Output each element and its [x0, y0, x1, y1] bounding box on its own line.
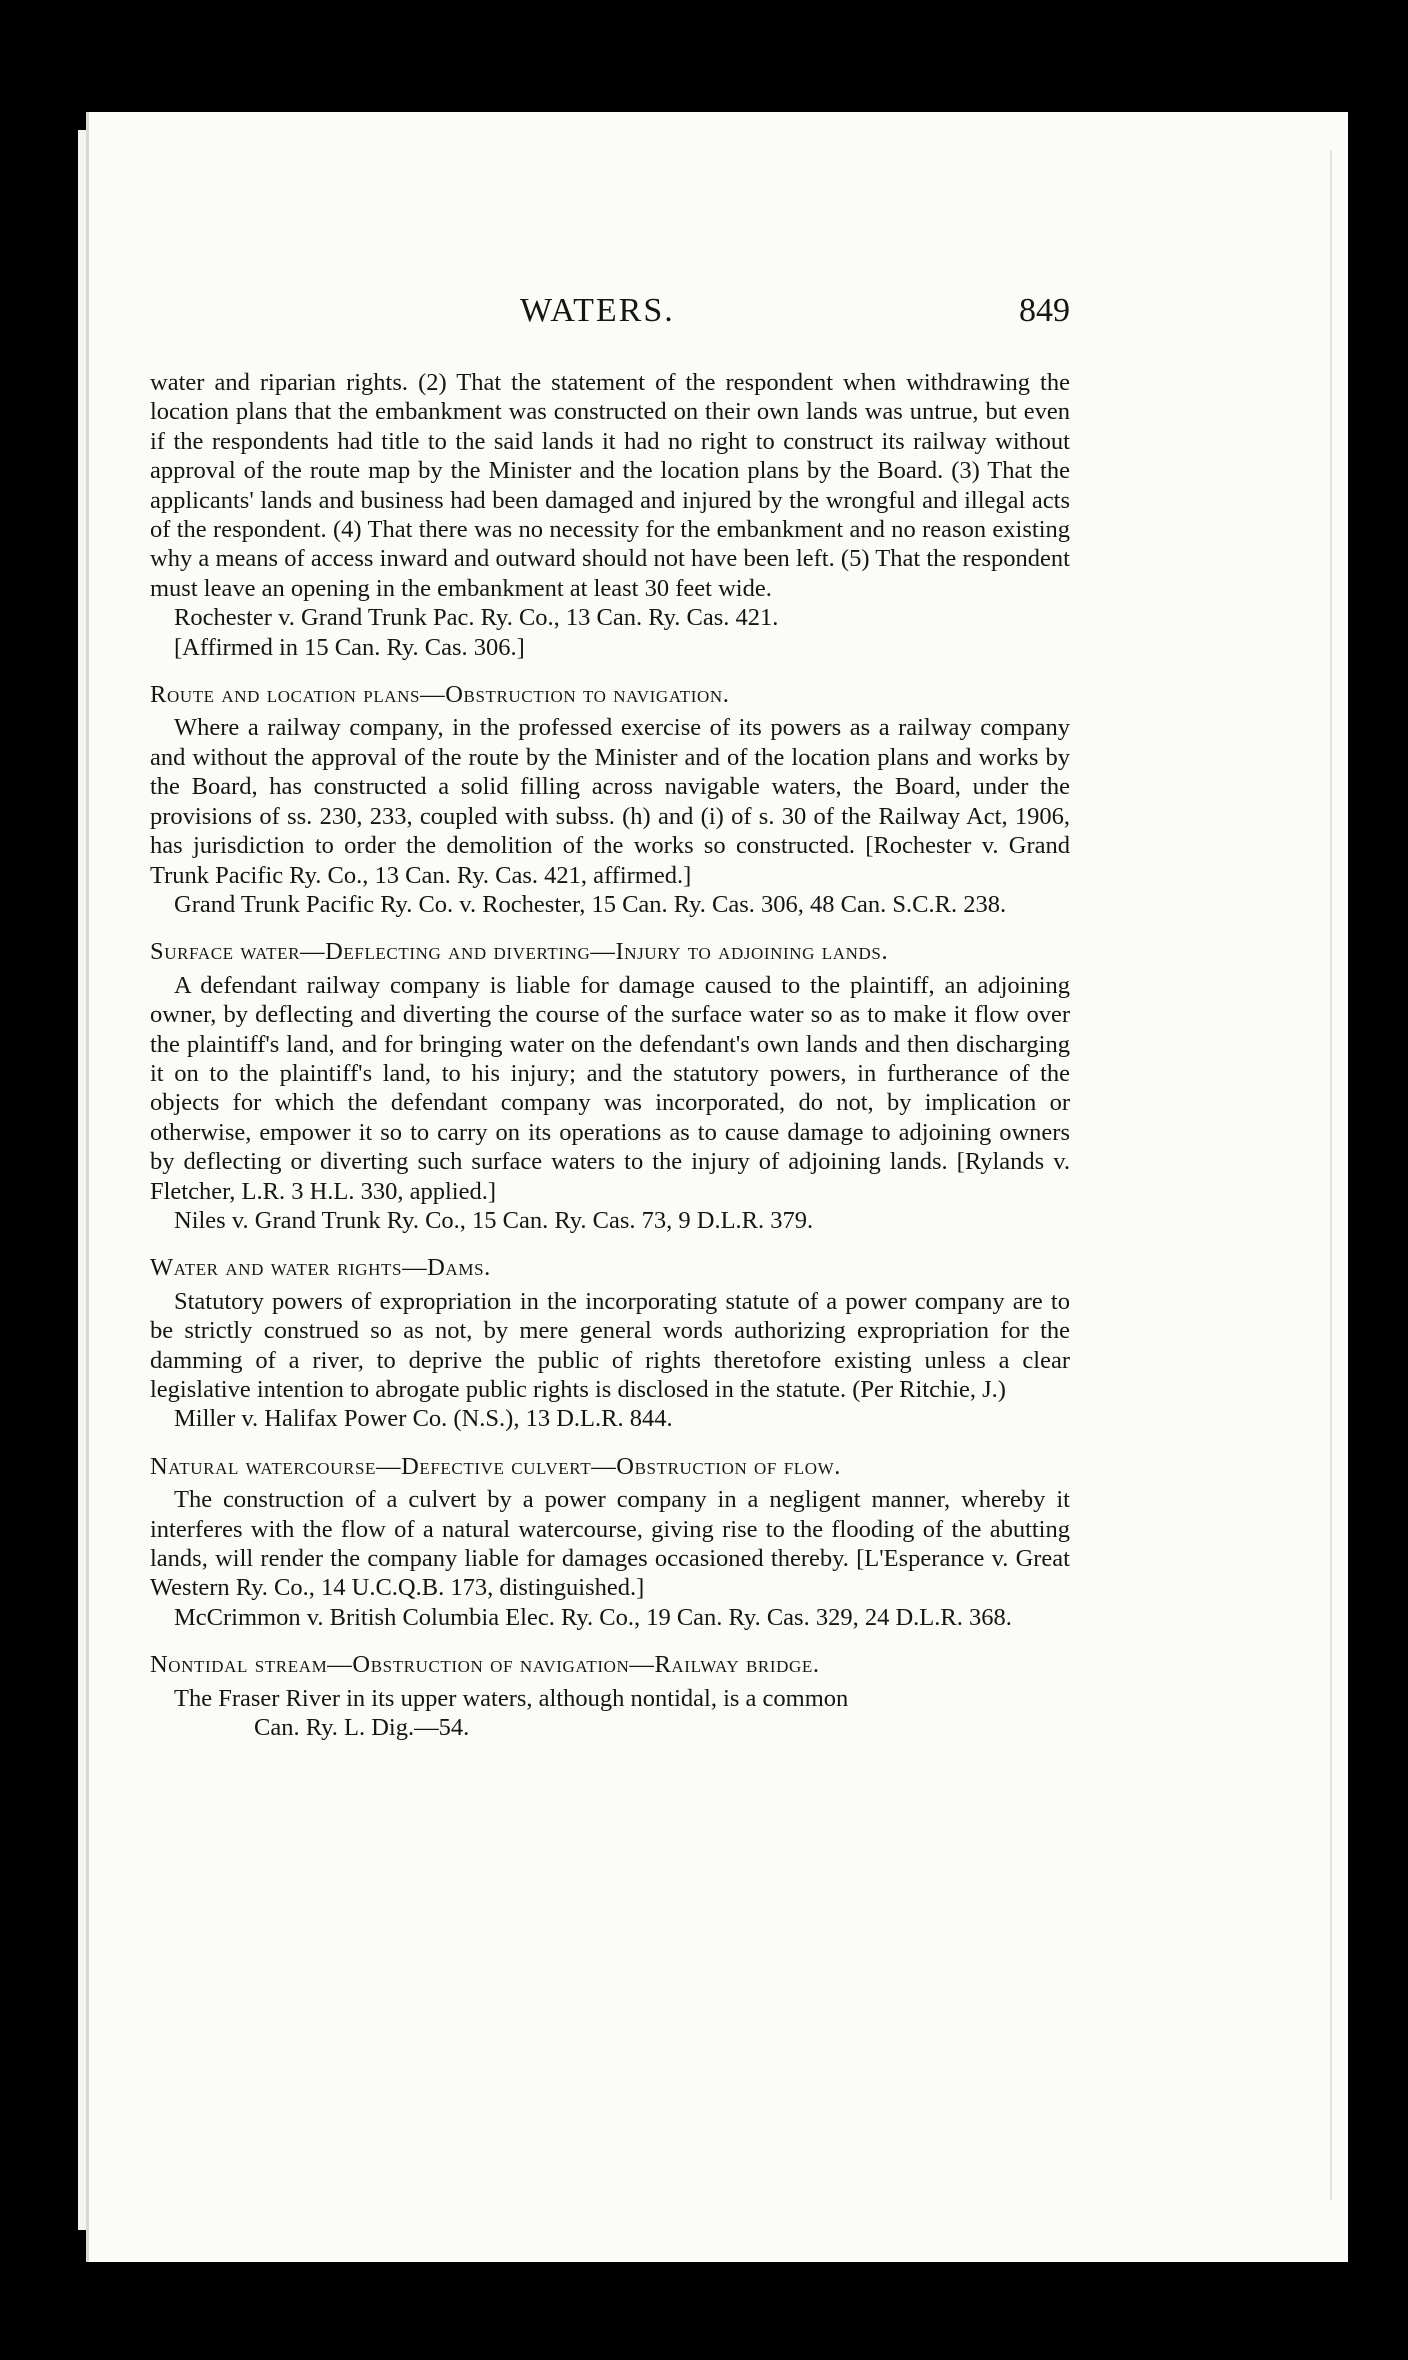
section-body: Statutory powers of expropriation in the incorporating statute of a power company are to be strictly construed so as not, by mere general words authorizing expropriation for the damming of a river, to deprive the public of rights theretofore existing unless a clear legislative intention to abrogate public rights is disclosed in the statute. (Per Ritchie, J.): [150, 1287, 1070, 1403]
section-heading: Surface water—Deflecting and diverting—Injury to adjoining lands.: [150, 938, 889, 966]
case-citation: Rochester v. Grand Trunk Pac. Ry. Co., 13 Can. Ry. Cas. 421.: [174, 604, 779, 632]
section-body: The Fraser River in its upper waters, although nontidal, is a common: [174, 1684, 849, 1712]
page-title: WATERS.: [520, 292, 675, 329]
citation-note: [Affirmed in 15 Can. Ry. Cas. 306.]: [174, 633, 525, 661]
page-edge: [1330, 150, 1332, 2200]
footer-reference: Can. Ry. L. Dig.—54.: [254, 1714, 470, 1742]
case-citation: Miller v. Halifax Power Co. (N.S.), 13 D.L.R. 844.: [174, 1405, 673, 1433]
continuation-paragraph: water and riparian rights. (2) That the statement of the respondent when withdrawing the location plans that the embankment was constructed on their own lands was untrue, but even if the respondents had title to the said lands it had no right to construct its railway without approval of the route map by the Minister and the location plans by the Board. (3) That the applicants' lands and business had been damaged and injured by the wrongful and illegal acts of the respondent. (4) That there was no necessity for the embankment and no reason existing why a means of access inward and outward should not have been left. (5) That the respondent must leave an opening in the embankment at least 30 feet wide.: [150, 369, 1070, 602]
section-heading: Nontidal stream—Obstruction of navigation—Railway bridge.: [150, 1651, 820, 1679]
case-citation: Niles v. Grand Trunk Ry. Co., 15 Can. Ry. Cas. 73, 9 D.L.R. 379.: [174, 1206, 814, 1234]
section-heading: Water and water rights—Dams.: [150, 1254, 491, 1282]
section-heading: Route and location plans—Obstruction to navigation.: [150, 681, 730, 709]
case-citation: McCrimmon v. British Columbia Elec. Ry. Co., 19 Can. Ry. Cas. 329, 24 D.L.R. 368.: [174, 1603, 1012, 1631]
section-heading: Natural watercourse—Defective culvert—Obstruction of flow.: [150, 1452, 841, 1480]
section-body: Where a railway company, in the professed exercise of its powers as a railway company and without the approval of the route by the Minister and of the location plans and works by the Board, has constructed a solid filling across navigable waters, the Board, under the provisions of ss. 230, 233, coupled with subss. (h) and (i) of s. 30 of the Railway Act, 1906, has jurisdiction to order the demolition of the works so constructed. [Rochester v. Grand Trunk Pacific Ry. Co., 13 Can. Ry. Cas. 421, affirmed.]: [150, 714, 1070, 889]
case-citation: Grand Trunk Pacific Ry. Co. v. Rochester, 15 Can. Ry. Cas. 306, 48 Can. S.C.R. 238.: [174, 890, 1007, 918]
section-body: A defendant railway company is liable for damage caused to the plaintiff, an adjoining owner, by deflecting and diverting the course of the surface water so as to make it flow over the plaintiff's land, and for bringing water on the defendant's own lands and then discharging it on to the plaintiff's land, to his injury; and the statutory powers, in furtherance of the objects for which the defendant company was incorporated, do not, by implication or otherwise, empower it so to carry on its operations as to cause damage to adjoining owners by deflecting or diverting such surface waters to the injury of adjoining lands. [Rylands v. Fletcher, L.R. 3 H.L. 330, applied.]: [150, 971, 1070, 1205]
page-body: [150, 368, 1070, 1742]
page-number: 849: [1019, 292, 1070, 329]
running-header: [150, 292, 1070, 342]
section-body: The construction of a culvert by a power company in a negligent manner, whereby it interferes with the flow of a natural watercourse, giving rise to the flooding of the abutting lands, will render the company liable for damages occasioned thereby. [L'Esperance v. Great Western Ry. Co., 14 U.C.Q.B. 173, distinguished.]: [150, 1486, 1070, 1602]
